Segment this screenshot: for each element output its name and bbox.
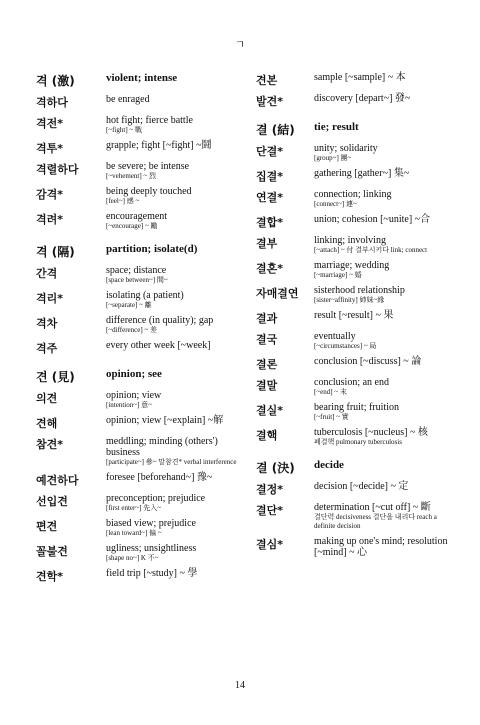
entry-gloss: isolating (a patient)	[106, 290, 184, 301]
section	[256, 121, 456, 447]
entry-note: [~attach] ~ 付 결부시키다 link; connect	[314, 246, 428, 254]
entry-gloss: discovery [depart~] 發~	[314, 93, 411, 104]
entry-gloss: ugliness; unsightliness	[106, 543, 197, 554]
entry	[256, 356, 456, 372]
entry	[256, 536, 456, 558]
entry-gloss: opinion; view	[106, 390, 162, 401]
entry	[256, 168, 456, 184]
entry-gloss: be enraged	[106, 94, 150, 105]
entry	[36, 94, 244, 110]
section-head	[256, 121, 456, 138]
section-head-word: 격 (激)	[36, 74, 75, 88]
entry-word: 의견	[36, 392, 58, 405]
entry	[36, 315, 244, 335]
entry-word: 자매결연	[256, 287, 299, 300]
entry-word: 격투*	[36, 142, 64, 155]
entry	[256, 427, 456, 447]
entry-word: 견본	[256, 74, 278, 87]
entry	[36, 568, 244, 584]
entry	[256, 331, 456, 351]
entry	[36, 211, 244, 231]
entry-gloss: result [~result] ~ 果	[314, 310, 394, 321]
entry-word: 단결*	[256, 145, 284, 158]
section-head-gloss: violent; intense	[106, 72, 178, 84]
entry-gloss: opinion; view [~explain] ~解	[106, 415, 224, 426]
entry-word: 선입견	[36, 495, 68, 508]
entry	[36, 543, 244, 563]
entry-word: 감격*	[36, 188, 64, 201]
entry-gloss: be severe; be intense	[106, 161, 190, 172]
entry	[256, 189, 456, 209]
entry-word: 견해	[36, 417, 58, 430]
entry-word: 격려*	[36, 213, 64, 226]
entry-word: 결말	[256, 379, 278, 392]
entry-word: 편견	[36, 520, 58, 533]
section	[36, 243, 244, 356]
section-head-word: 견 (見)	[36, 370, 75, 384]
entry-word: 발견*	[256, 95, 284, 108]
entry-word: 결론	[256, 358, 278, 371]
header-mark: ㄱ	[234, 39, 246, 51]
entry-gloss: preconception; prejudice	[106, 493, 206, 504]
entry	[256, 377, 456, 397]
entry	[256, 502, 456, 531]
entry	[36, 115, 244, 135]
entry	[36, 161, 244, 181]
entry-gloss: biased view; prejudice	[106, 518, 196, 529]
entry-gloss: meddling; minding (others') business	[106, 436, 218, 458]
entry-word: 결합*	[256, 216, 284, 229]
entry	[256, 285, 456, 305]
entry-gloss: gathering [gather~] 集~	[314, 168, 410, 179]
entry-gloss: sisterhood relationship	[314, 285, 405, 296]
entry	[36, 415, 244, 431]
entry	[36, 390, 244, 410]
entry-word: 결단*	[256, 504, 284, 517]
entry-note: [participate~] 參~ 말참견* verbal interference	[106, 458, 237, 466]
entry-gloss: conclusion [~discuss] ~ 論	[314, 356, 422, 367]
entry-gloss: connection; linking	[314, 189, 392, 200]
section	[36, 368, 244, 584]
section-head-word: 결 (結)	[256, 123, 295, 137]
page-number: 14	[235, 680, 245, 691]
entry-note: [~circumstances] ~ 局	[314, 342, 377, 350]
entry	[256, 214, 456, 230]
entry-gloss: decision [~decide] ~ 定	[314, 481, 409, 492]
entry-gloss: linking; involving	[314, 235, 386, 246]
entry-gloss: making up one's mind; resolution [~mind] ~ 心	[314, 536, 448, 558]
section-head	[256, 459, 456, 476]
entry-note: [group~] 團~	[314, 154, 352, 162]
entry-word: 결심*	[256, 538, 284, 551]
entry	[256, 143, 456, 163]
entry-note: [~fruit] ~ 實	[314, 413, 349, 421]
entry-gloss: every other week [~week]	[106, 340, 211, 351]
entry	[256, 72, 456, 88]
entry-word: 격전*	[36, 117, 64, 130]
section	[256, 72, 456, 109]
entry-word: 예견하다	[36, 474, 79, 487]
entry-word: 꼴불견	[36, 545, 68, 558]
entry-note: [first enter~] 先入~	[106, 504, 162, 512]
entry-gloss: encouragement	[106, 211, 168, 222]
entry-note: [~marriage] ~ 婚	[314, 271, 362, 279]
entry-note: [~fight] ~ 戰	[106, 126, 142, 134]
entry-note: [intention~] 意~	[106, 401, 152, 409]
entry-note: 폐결핵 pulmonary tuberculosis	[314, 438, 402, 446]
section-head	[36, 72, 244, 89]
entry	[256, 481, 456, 497]
section-head-word: 결 (決)	[256, 461, 295, 475]
entry	[36, 140, 244, 156]
right-column	[256, 72, 456, 563]
entry-note: [sister~affinity] 姉妹~緣	[314, 296, 385, 304]
entry-gloss: tuberculosis [~nucleus] ~ 核	[314, 427, 428, 438]
entry-note: [connect~] 連~	[314, 200, 357, 208]
entry-note: [feel~] 感 ~	[106, 197, 140, 205]
entry-gloss: difference (in quality); gap	[106, 315, 214, 326]
left-column	[36, 72, 244, 589]
entry-note: [~end] ~ 末	[314, 388, 347, 396]
entry	[256, 310, 456, 326]
entry-word: 결부	[256, 237, 278, 250]
section	[256, 459, 456, 558]
entry-gloss: determination [~cut off] ~ 斷	[314, 502, 431, 513]
entry-gloss: being deeply touched	[106, 186, 192, 197]
entry	[256, 402, 456, 422]
entry-word: 결국	[256, 333, 278, 346]
entry	[36, 290, 244, 310]
entry-word: 참견*	[36, 438, 64, 451]
entry-gloss: marriage; wedding	[314, 260, 390, 271]
section-head	[36, 243, 244, 260]
entry-word: 격주	[36, 342, 58, 355]
entry	[36, 493, 244, 513]
entry-note: [space between~] 間~	[106, 276, 168, 284]
entry-gloss: union; cohesion [~unite] ~合	[314, 214, 431, 225]
entry-gloss: field trip [~study] ~ 學	[106, 568, 198, 579]
entry-note: [shape no~] K 不~	[106, 554, 159, 562]
entry-note: [~encourage] ~ 勵	[106, 222, 158, 230]
entry-gloss: sample [~sample] ~ 本	[314, 72, 406, 83]
entry-word: 결실*	[256, 404, 284, 417]
entry-note: [lean toward~] 偏 ~	[106, 529, 162, 537]
entry	[36, 265, 244, 285]
section-head-word: 격 (隔)	[36, 245, 75, 259]
entry	[36, 186, 244, 206]
entry-gloss: unity; solidarity	[314, 143, 378, 154]
entry-note: [~difference] ~ 差	[106, 326, 157, 334]
entry-word: 간격	[36, 267, 58, 280]
entry-word: 결혼*	[256, 262, 284, 275]
entry-word: 결핵	[256, 429, 278, 442]
section-head	[36, 368, 244, 385]
entry-gloss: foresee [beforehand~] 豫~	[106, 472, 213, 483]
section-head-gloss: partition; isolate(d)	[106, 243, 198, 255]
entry-word: 집결*	[256, 170, 284, 183]
entry-word: 격리*	[36, 292, 64, 305]
section	[36, 72, 244, 231]
entry-word: 결과	[256, 312, 278, 325]
entry	[36, 340, 244, 356]
section-head-gloss: tie; result	[314, 121, 359, 133]
entry-gloss: hot fight; fierce battle	[106, 115, 193, 126]
entry	[36, 436, 244, 467]
entry	[36, 472, 244, 488]
entry	[256, 93, 456, 109]
entry-word: 격차	[36, 317, 58, 330]
entry-gloss: grapple; fight [~fight] ~鬪	[106, 140, 212, 151]
entry-word: 격렬하다	[36, 163, 79, 176]
entry-note: [~vehement] ~ 烈	[106, 172, 156, 180]
section-head-gloss: opinion; see	[106, 368, 162, 380]
entry-gloss: conclusion; an end	[314, 377, 389, 388]
entry-gloss: bearing fruit; fruition	[314, 402, 399, 413]
entry-word: 연결*	[256, 191, 284, 204]
entry-gloss: eventually	[314, 331, 356, 342]
entry-word: 격하다	[36, 96, 68, 109]
entry	[36, 518, 244, 538]
entry-note: [~separate] ~ 離	[106, 301, 152, 309]
entry	[256, 235, 456, 255]
entry-word: 견학*	[36, 570, 64, 583]
section-head-gloss: decide	[314, 459, 344, 471]
entry-word: 결정*	[256, 483, 284, 496]
entry-note: 결단력 decisiveness 결단을 내리다 reach a definite decision	[314, 513, 437, 530]
entry-gloss: space; distance	[106, 265, 167, 276]
entry	[256, 260, 456, 280]
